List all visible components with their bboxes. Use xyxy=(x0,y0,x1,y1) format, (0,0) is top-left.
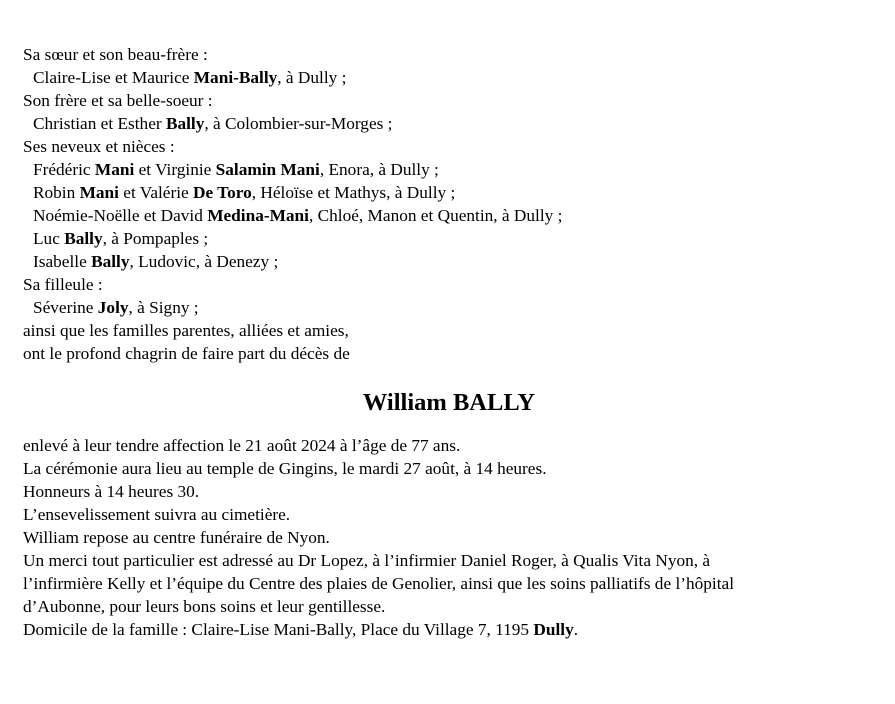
text-run: Noémie-Noëlle et David xyxy=(33,206,208,225)
family-member xyxy=(23,181,883,204)
text-run: , Enora, à Dully ; xyxy=(319,160,439,179)
closing-section xyxy=(23,319,883,365)
text-run: L’ensevelissement suivra au cimetière. xyxy=(23,505,291,524)
obituary-notice xyxy=(23,43,883,641)
detail-line xyxy=(23,434,883,457)
surname-text: Medina-Mani xyxy=(207,206,309,225)
surname-text: Bally xyxy=(91,252,130,271)
text-run: enlevé à leur tendre affection le 21 août 2024 à l’âge de 77 ans. xyxy=(23,436,461,455)
text-run: Claire-Lise et Maurice xyxy=(33,68,194,87)
text-run: Séverine xyxy=(33,298,98,317)
relation-heading: Sa sœur et son beau-frère : xyxy=(23,45,208,64)
closing-line: ont le profond chagrin de faire part du décès de xyxy=(23,344,350,363)
surname-text: Bally xyxy=(64,229,103,248)
detail-line xyxy=(23,503,883,526)
text-run: Christian et Esther xyxy=(33,114,166,133)
surname-text: Mani-Bally xyxy=(193,68,278,87)
relation-heading: Son frère et sa belle-soeur : xyxy=(23,91,213,110)
detail-line xyxy=(23,549,883,572)
closing-line: ainsi que les familles parentes, alliées et amies, xyxy=(23,321,349,340)
text-run: Domicile de la famille : Claire-Lise Mani-Bally, Place du Village 7, 1195 xyxy=(23,620,534,639)
text-run: La cérémonie aura lieu au temple de Gingins, le mardi 27 août, à 14 heures. xyxy=(23,459,547,478)
text-run: l’infirmière Kelly et l’équipe du Centre des plaies de Genolier, ainsi que les soins palliatifs de l’hôpital xyxy=(23,574,734,593)
text-run: et Virginie xyxy=(134,160,216,179)
text-run: Frédéric xyxy=(33,160,95,179)
text-run: Honneurs à 14 heures 30. xyxy=(23,482,200,501)
family-member xyxy=(23,66,883,89)
family-member xyxy=(23,250,883,273)
surname-text: Joly xyxy=(97,298,129,317)
surname-text: Mani xyxy=(79,183,119,202)
text-run: , Ludovic, à Denezy ; xyxy=(129,252,279,271)
deceased-name: William BALLY xyxy=(362,389,536,416)
surname-text: Mani xyxy=(94,160,135,179)
detail-line xyxy=(23,595,883,618)
text-run: Un merci tout particulier est adressé au Dr Lopez, à l’infirmier Daniel Roger, à Qualis Vita Nyon, à xyxy=(23,551,711,570)
family-member xyxy=(23,112,883,135)
surname-text: De Toro xyxy=(193,183,252,202)
family-member xyxy=(23,204,883,227)
relation-heading: Ses neveux et nièces : xyxy=(23,137,175,156)
family-section xyxy=(23,43,883,319)
surname-text: Dully xyxy=(533,620,574,639)
detail-line xyxy=(23,526,883,549)
surname-text: Salamin Mani xyxy=(215,160,320,179)
relation-heading: Sa filleule : xyxy=(23,275,103,294)
family-member xyxy=(23,158,883,181)
detail-line xyxy=(23,618,883,641)
text-run: , Héloïse et Mathys, à Dully ; xyxy=(251,183,456,202)
text-run: . xyxy=(573,620,579,639)
text-run: et Valérie xyxy=(118,183,194,202)
detail-line xyxy=(23,572,883,595)
text-run: William repose au centre funéraire de Nyon. xyxy=(23,528,330,547)
family-member xyxy=(23,296,883,319)
text-run: , à Pompaples ; xyxy=(102,229,209,248)
family-member xyxy=(23,227,883,250)
text-run: , à Signy ; xyxy=(128,298,199,317)
text-run: Isabelle xyxy=(33,252,92,271)
detail-line xyxy=(23,480,883,503)
surname-text: Bally xyxy=(165,114,205,133)
text-run: d’Aubonne, pour leurs bons soins et leur gentillesse. xyxy=(23,597,386,616)
text-run: Luc xyxy=(33,229,65,248)
text-run: , à Colombier-sur-Morges ; xyxy=(204,114,393,133)
details-section xyxy=(23,434,883,641)
text-run: , Chloé, Manon et Quentin, à Dully ; xyxy=(308,206,563,225)
text-run: , à Dully ; xyxy=(277,68,347,87)
detail-line xyxy=(23,457,883,480)
text-run: Robin xyxy=(33,183,80,202)
